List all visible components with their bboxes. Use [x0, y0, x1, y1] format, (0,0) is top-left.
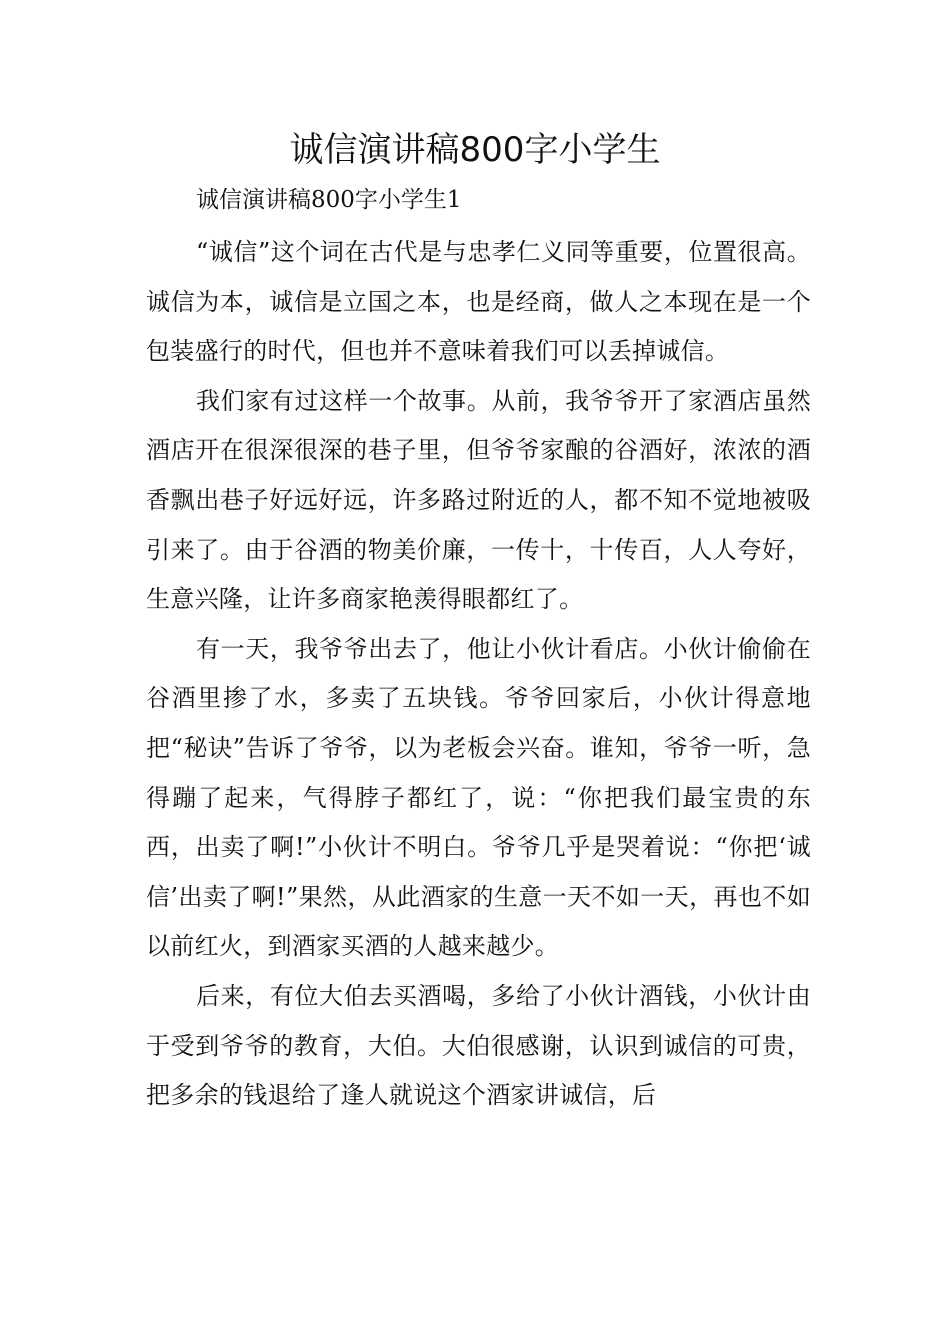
paragraph-1: “诚信”这个词在古代是与忠孝仁义同等重要，位置很高。诚信为本，诚信是立国之本，也是经商，做人之本现在是一个包装盛行的时代，但也并不意味着我们可以丢掉诚信。 [146, 238, 811, 366]
document-body [146, 228, 811, 1121]
paragraph-2: 我们家有过这样一个故事。从前，我爷爷开了家酒店虽然酒店开在很深很深的巷子里，但爷爷家酿的谷酒好，浓浓的酒香飘出巷子好远好远，许多路过附近的人，都不知不觉地被吸引来了。由于谷酒的物美价廉，一传十，十传百，人人夸好，生意兴隆，让许多商家艳羡得眼都红了。 [146, 386, 811, 614]
document-title: 诚信演讲稿800字小学生 [289, 130, 661, 170]
document-subtitle: 诚信演讲稿800字小学生1 [196, 187, 462, 213]
paragraph-4: 后来，有位大伯去买酒喝，多给了小伙计酒钱，小伙计由于受到爷爷的教育，大伯。大伯很感谢，认识到诚信的可贵，把多余的钱退给了逢人就说这个酒家讲诚信，后 [146, 981, 811, 1110]
paragraph-3: 有一天，我爷爷出去了，他让小伙计看店。小伙计偷偷在谷酒里掺了水，多卖了五块钱。爷爷回家后，小伙计得意地把“秘诀”告诉了爷爷，以为老板会兴奋。谁知，爷爷一听，急得蹦了起来，气得脖子都红了，说：“你把我们最宝贵的东西，出卖了啊!”小伙计不明白。爷爷几乎是哭着说：“你把‘诚信’出卖了啊!”果然，从此酒家的生意一天不如一天，再也不如以前红火，到酒家买酒的人越来越少。 [146, 634, 811, 961]
